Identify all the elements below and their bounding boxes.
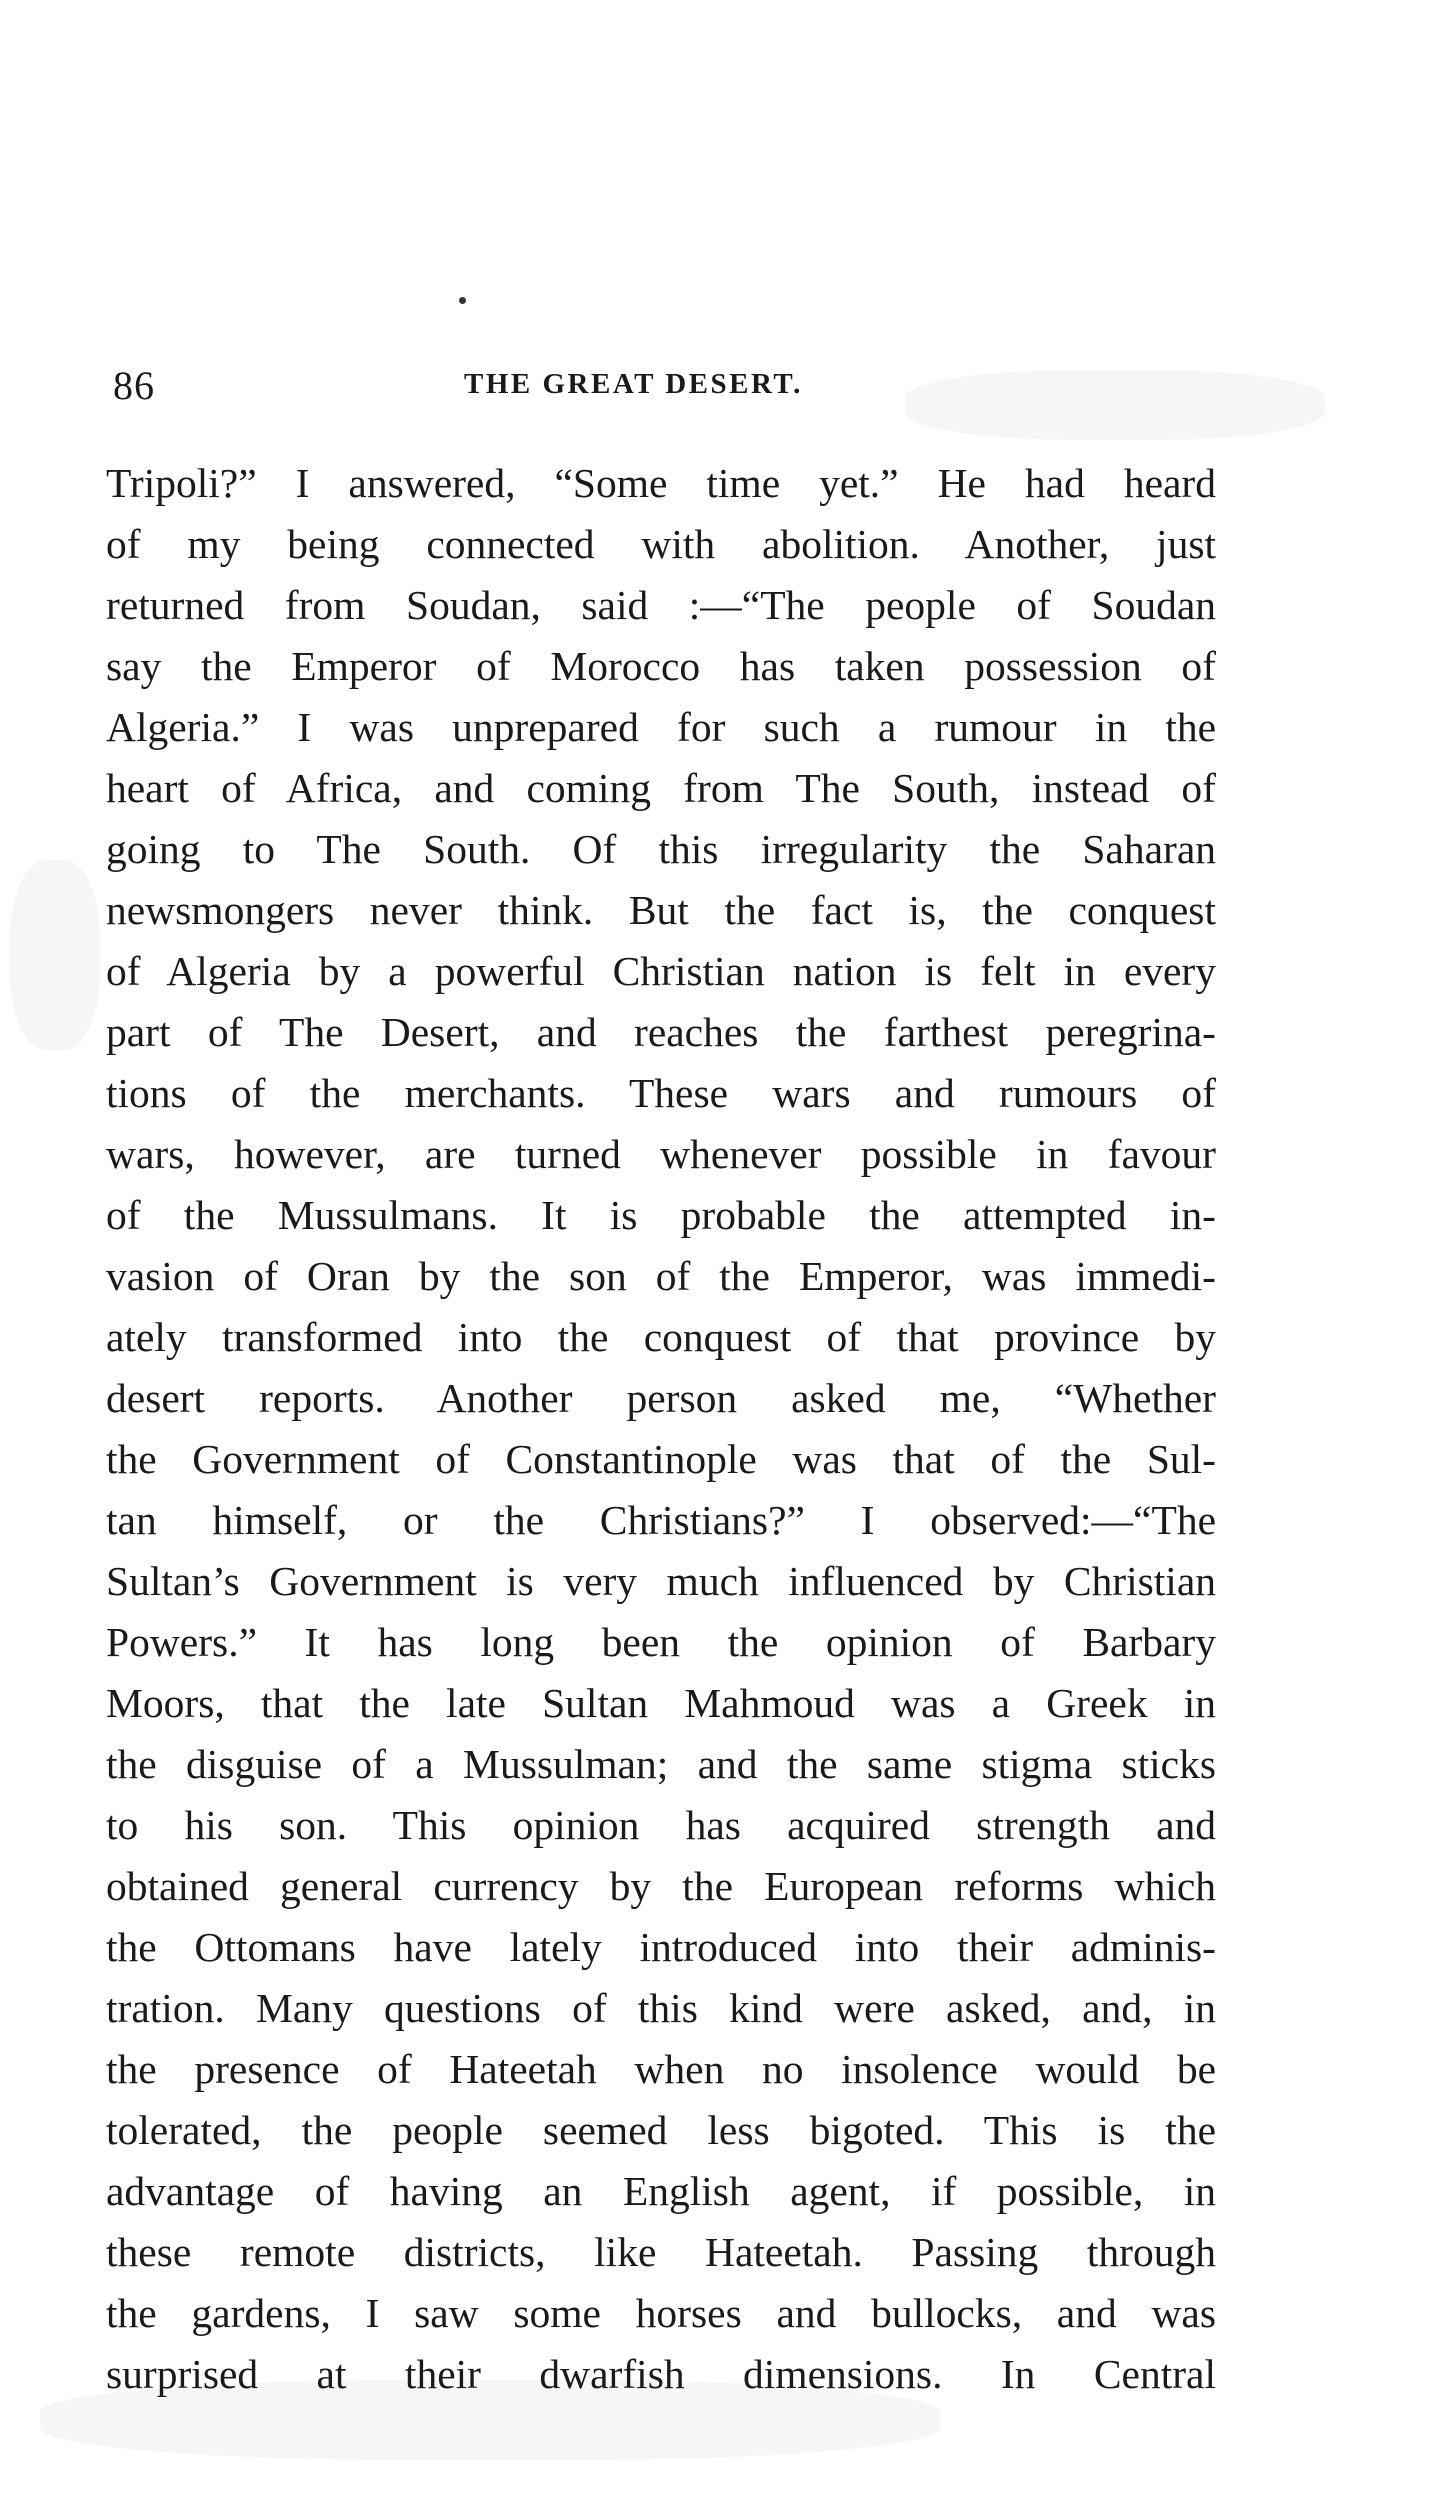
text-line: the disguise of a Mussulman; and the same stigma sticks <box>106 1741 1216 1787</box>
body-text <box>106 453 1216 2405</box>
text-line: tolerated, the people seemed less bigoted. This is the <box>106 2107 1216 2153</box>
scan-noise <box>10 860 100 1050</box>
text-line: say the Emperor of Morocco has taken possession of <box>106 643 1216 689</box>
running-title: THE GREAT DESERT. <box>464 368 803 400</box>
text-line: tration. Many questions of this kind were asked, and, in <box>106 1985 1216 2031</box>
text-line: Algeria.” I was unprepared for such a rumour in the <box>106 704 1216 750</box>
text-line: desert reports. Another person asked me, “Whether <box>106 1375 1216 1421</box>
text-line: Moors, that the late Sultan Mahmoud was a Greek in <box>106 1680 1216 1726</box>
text-line: going to The South. Of this irregularity the Saharan <box>106 826 1216 872</box>
text-line: wars, however, are turned whenever possible in favour <box>106 1131 1216 1177</box>
text-line: surprised at their dwarfish dimensions. In Central <box>106 2351 1216 2397</box>
ink-speck <box>459 297 466 304</box>
text-line: of my being connected with abolition. Another, just <box>106 521 1216 567</box>
text-line: newsmongers never think. But the fact is, the conquest <box>106 887 1216 933</box>
text-line: heart of Africa, and coming from The South, instead of <box>106 765 1216 811</box>
text-line: of the Mussulmans. It is probable the attempted in- <box>106 1192 1216 1238</box>
text-line: Sultan’s Government is very much influenced by Christian <box>106 1558 1216 1604</box>
scan-noise <box>905 370 1325 440</box>
text-line: the Government of Constantinople was that of the Sul- <box>106 1436 1216 1482</box>
text-line: tions of the merchants. These wars and rumours of <box>106 1070 1216 1116</box>
text-line: Powers.” It has long been the opinion of Barbary <box>106 1619 1216 1665</box>
text-line: advantage of having an English agent, if possible, in <box>106 2168 1216 2214</box>
text-line: of Algeria by a powerful Christian nation is felt in every <box>106 948 1216 994</box>
text-line: the presence of Hateetah when no insolence would be <box>106 2046 1216 2092</box>
text-line: the Ottomans have lately introduced into their adminis- <box>106 1924 1216 1970</box>
text-line: tan himself, or the Christians?” I observed:—“The <box>106 1497 1216 1543</box>
text-line: the gardens, I saw some horses and bullocks, and was <box>106 2290 1216 2336</box>
text-line: to his son. This opinion has acquired strength and <box>106 1802 1216 1848</box>
text-line: vasion of Oran by the son of the Emperor, was immedi- <box>106 1253 1216 1299</box>
text-line: part of The Desert, and reaches the farthest peregrina- <box>106 1009 1216 1055</box>
text-line: these remote districts, like Hateetah. Passing through <box>106 2229 1216 2275</box>
text-line: obtained general currency by the European reforms which <box>106 1863 1216 1909</box>
text-line: returned from Soudan, said :—“The people of Soudan <box>106 582 1216 628</box>
text-line: ately transformed into the conquest of that province by <box>106 1314 1216 1360</box>
page-number: 86 <box>113 363 155 408</box>
text-line: Tripoli?” I answered, “Some time yet.” He had heard <box>106 460 1216 506</box>
